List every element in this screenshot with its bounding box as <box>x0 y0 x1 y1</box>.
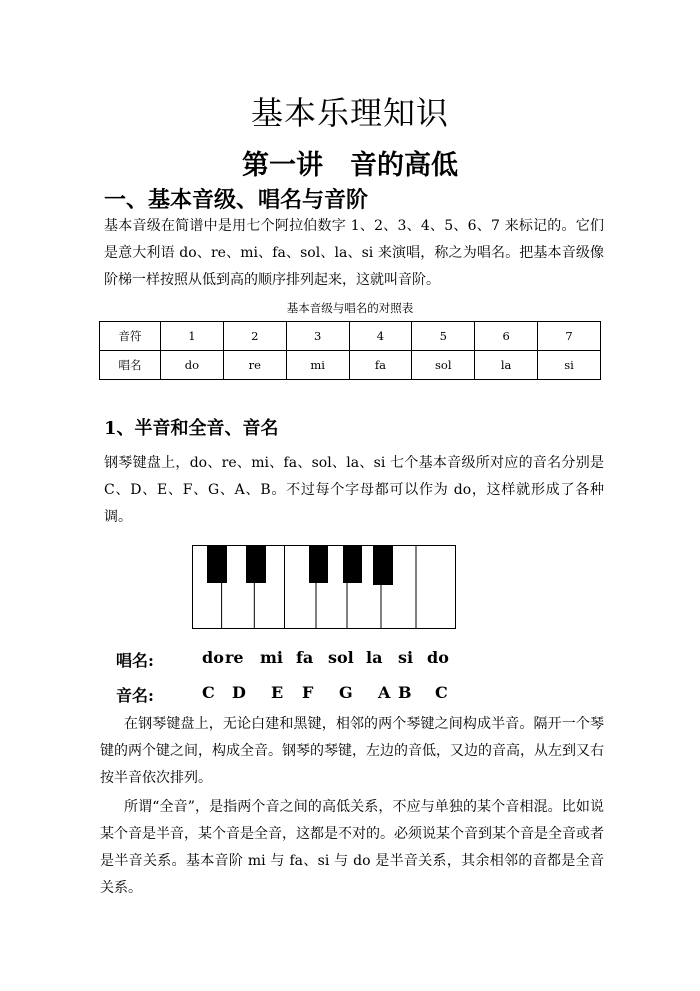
keyboard-paragraph: 钢琴键盘上，do、re、mi、fa、sol、la、si 七个基本音级所对应的音名分别是 C、D、E、F、G、A、B。不过每个字母都可以作为 do，这样就形成了各种调。 <box>104 455 604 525</box>
note-name: B <box>398 683 412 702</box>
black-key <box>309 545 328 583</box>
note-name: A <box>378 683 391 702</box>
table-cell: do <box>161 351 224 380</box>
table-cell: mi <box>286 351 349 380</box>
solfege-syllable: fa <box>296 648 314 667</box>
intro-paragraph: 基本音级在简谱中是用七个阿拉伯数字 1、2、3、4、5、6、7 来标记的。它们是意大利语 do、re、mi、fa、sol、la、si 来演唱，称之为唱名。把基本音级像阶梯一样按照从低到高的顺序排列起来，这就叫音阶。 <box>104 218 604 288</box>
solfege-syllable: do <box>427 648 449 667</box>
note-name: F <box>302 683 314 702</box>
table-caption: 基本音级与唱名的对照表 <box>286 301 414 315</box>
black-key <box>343 545 362 583</box>
solfege-syllable: la <box>366 648 383 667</box>
whole-tone-paragraph: 所谓“全音”，是指两个音之间的高低关系，不应与单独的某个音相混。比如说某个音是半音，某个音是全音，这都是不对的。必须说某个音到某个音是全音或者是半音关系。基本音阶 mi 与 fa、si 与 do 是半音关系，其余相邻的音都是全音关系。 <box>100 799 604 896</box>
note-name: E <box>271 683 284 702</box>
table-cell: fa <box>349 351 412 380</box>
table-cell: 7 <box>538 322 601 351</box>
note-name-row-label: 音名: <box>116 686 154 705</box>
note-name: C <box>202 683 215 702</box>
black-key <box>246 545 266 583</box>
solfege-syllable: do <box>202 648 224 667</box>
table-cell: 1 <box>161 322 224 351</box>
solfege-row-label: 唱名: <box>116 651 154 670</box>
table-row-notes <box>100 322 601 351</box>
semitone-paragraph: 在钢琴键盘上，无论白建和黑键，相邻的两个琴键之间构成半音。隔开一个琴键的两个键之间，构成全音。钢琴的琴键，左边的音低，又边的音高，从左到又右按半音依次排列。 <box>100 716 604 786</box>
section-heading-semitone: 1、半音和全音、音名 <box>104 418 279 439</box>
black-key <box>207 545 227 583</box>
note-name: D <box>232 683 246 702</box>
page-title: 基本乐理知识 <box>250 94 449 132</box>
table-cell: 2 <box>223 322 286 351</box>
lecture-title: 第一讲 音的高低 <box>242 150 458 181</box>
section-heading-basic-notes: 一、基本音级、唱名与音阶 <box>104 187 369 213</box>
table-cell: 6 <box>475 322 538 351</box>
table-cell: 3 <box>286 322 349 351</box>
table-cell: la <box>475 351 538 380</box>
table-cell: 5 <box>412 322 475 351</box>
solfege-syllable: si <box>398 648 414 667</box>
note-name: C <box>435 683 448 702</box>
table-cell: re <box>223 351 286 380</box>
table-cell: sol <box>412 351 475 380</box>
note-solfege-table <box>99 321 601 380</box>
black-key <box>373 545 393 585</box>
solfege-syllable: sol <box>328 648 354 667</box>
table-cell: si <box>538 351 601 380</box>
solfege-syllable: re <box>225 648 244 667</box>
piano-keyboard-illustration <box>192 545 456 629</box>
table-cell: 4 <box>349 322 412 351</box>
table-row-label: 音符 <box>100 322 161 351</box>
note-name: G <box>339 683 353 702</box>
table-row-solfege <box>100 351 601 380</box>
table-row-label: 唱名 <box>100 351 161 380</box>
solfege-syllable: mi <box>260 648 284 667</box>
